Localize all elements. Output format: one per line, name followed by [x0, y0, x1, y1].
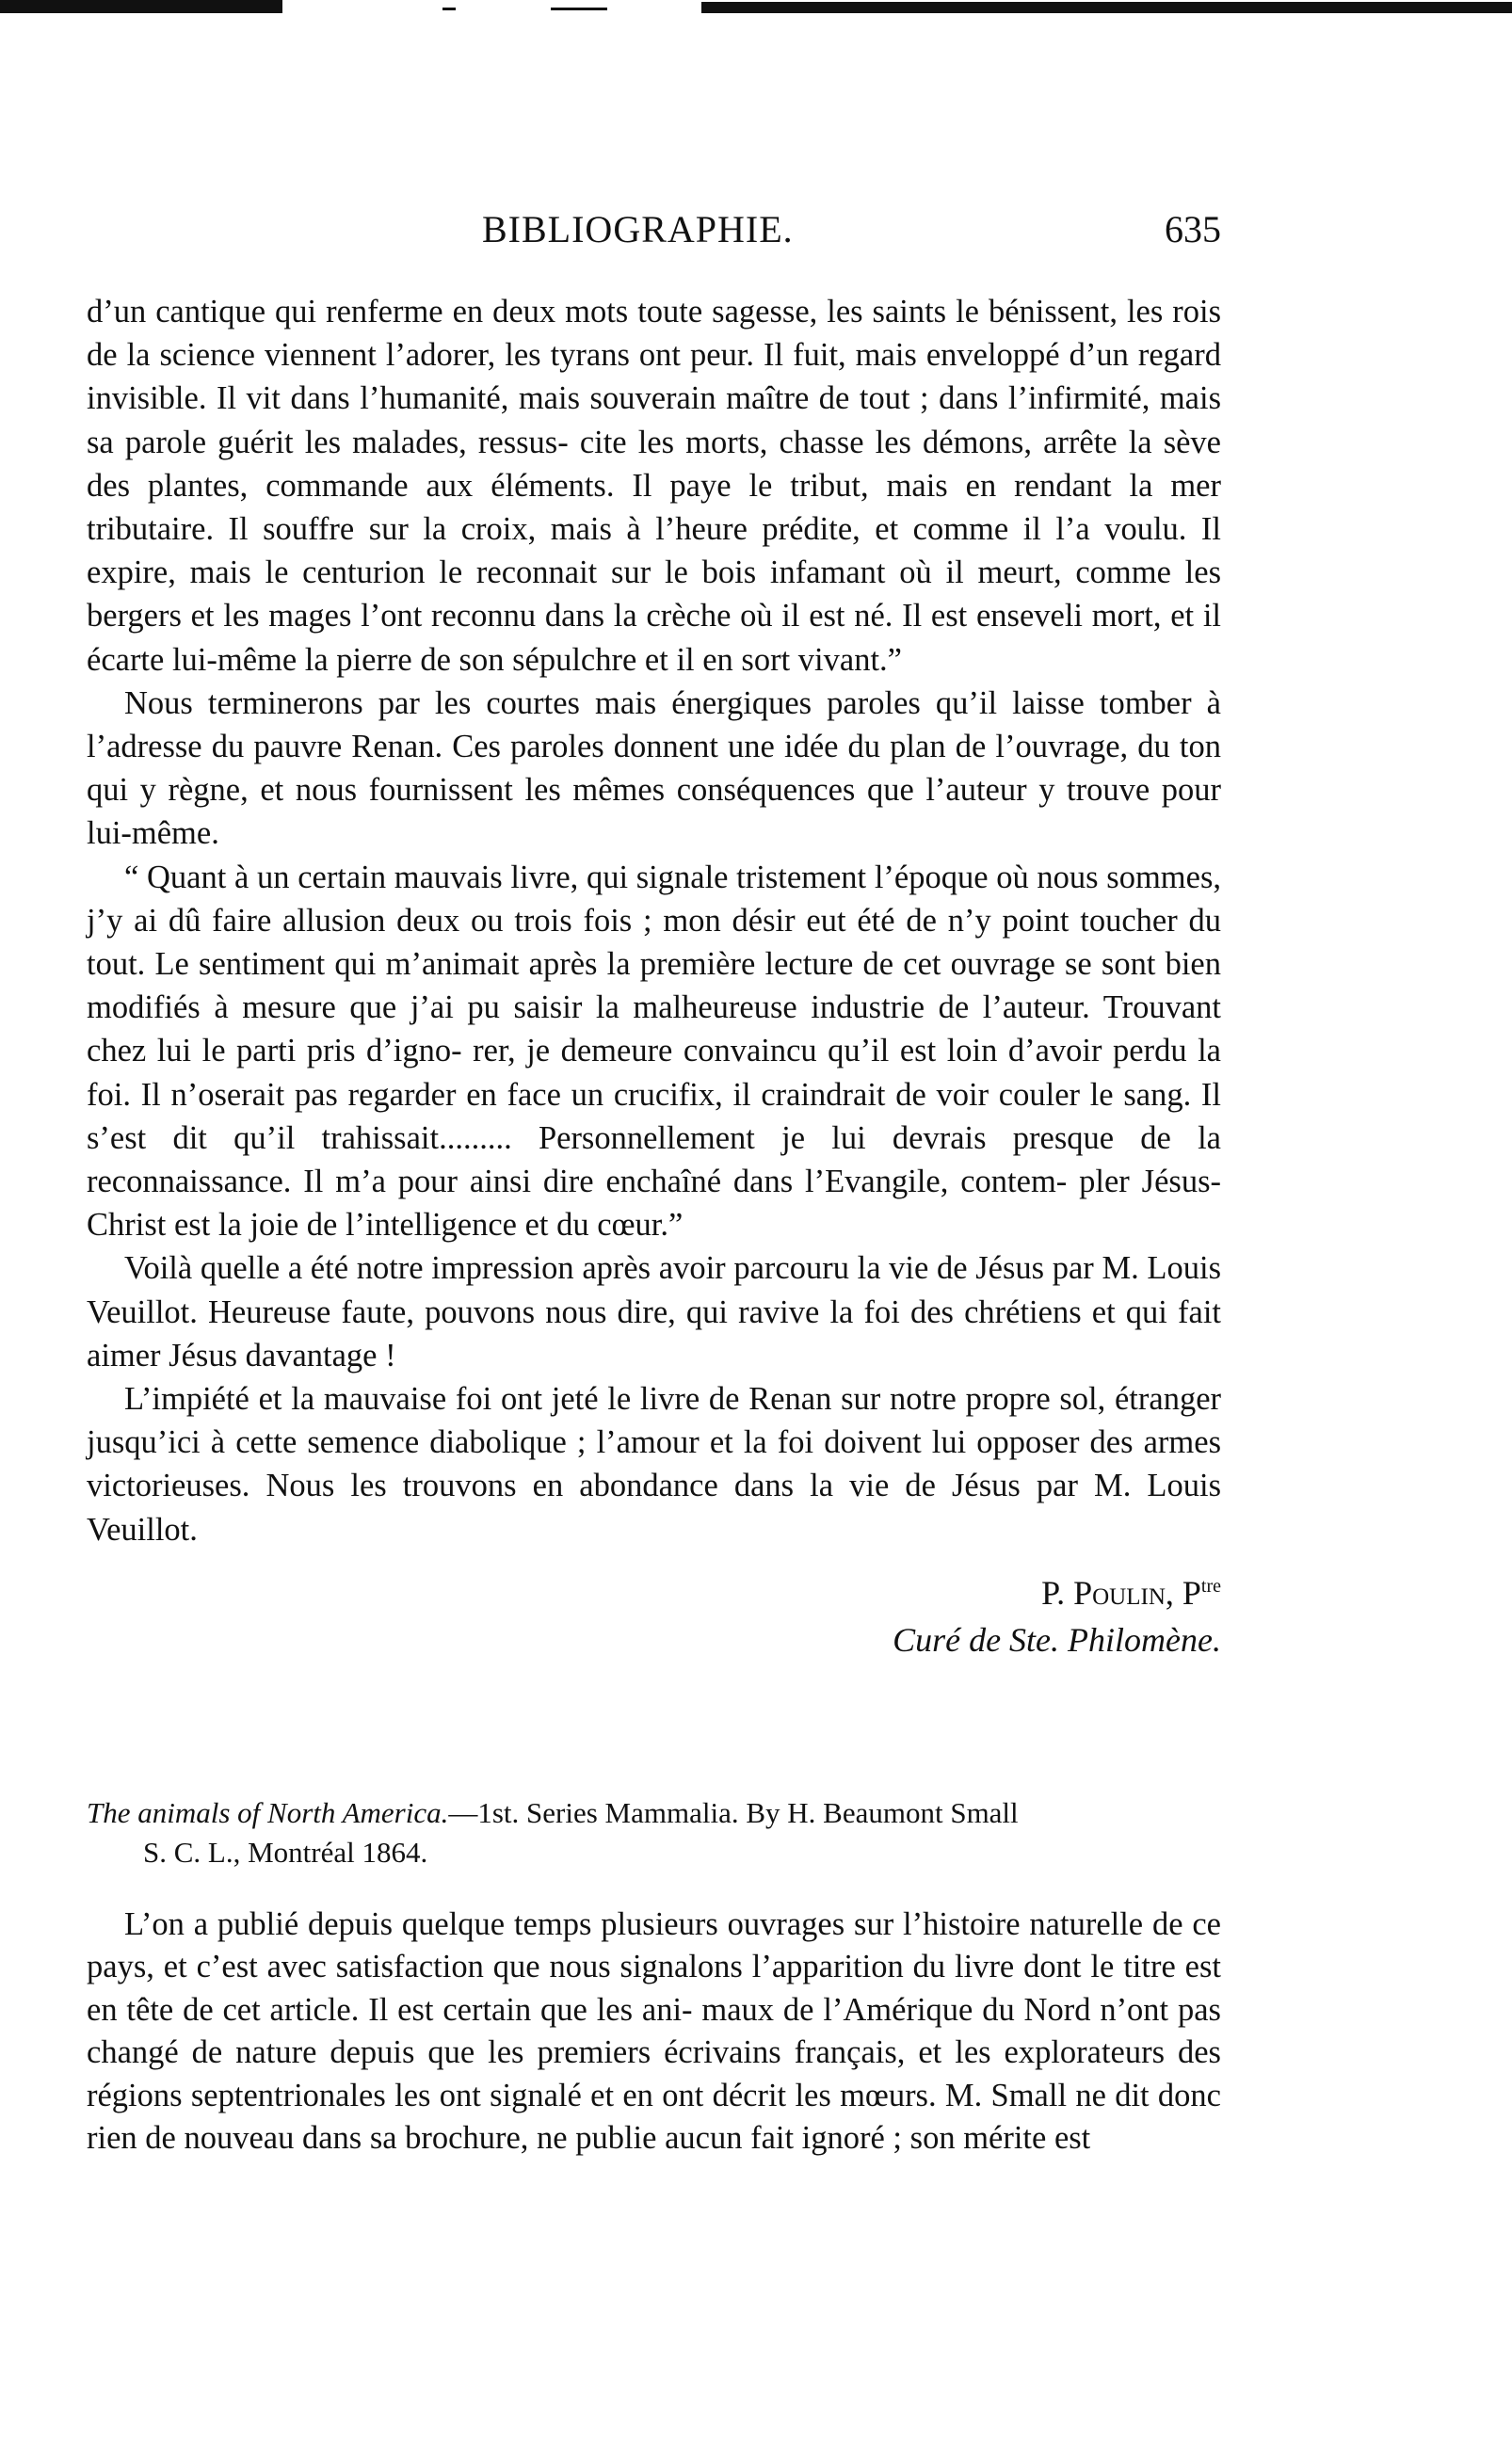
running-title: BIBLIOGRAPHIE. [482, 208, 794, 250]
page-number: 635 [1165, 208, 1221, 250]
paragraph: Nous terminerons par les courtes mais énergiques paroles qu’il laisse tomber à l’adresse du pauvre Renan. Ces paroles donnent une idée du plan de l’ouvrage, du ton qui y règne, et nous fournissent les mêmes conséquences que l’auteur y trouve pour lui-même. [87, 684, 1221, 852]
signature-title: Curé de Ste. Philomène. [893, 1620, 1221, 1659]
article-body [87, 290, 1221, 1666]
paragraph-continued: d’un cantique qui renferme en deux mots toute sagesse, les saints le bénissent, les rois de la science viennent l’adorer, les tyrans ont peur. Il fuit, mais enveloppé d’un regard invisible. Il vit dans l’humanité, mais souverain maître de tout ; dans l’infirmité, mais sa parole guérit les malades, ressus- cite les morts, chasse les démons, arrête la sève des plantes, commande aux éléments. Il paye le tribut, mais en rendant la mer tributaire. Il souffre sur la croix, mais à l’heure prédite, et comme il l’a voulu. Il expire, mais le centurion le reconnait sur le bois infamant où il meurt, comme les bergers et les mages l’ont reconnu dans la crèche où il est né. Il est enseveli mort, et il écarte lui-même la pierre de son sépulchre et il en sort vivant.” [87, 294, 1221, 678]
top-rule [0, 0, 282, 13]
top-rule-fragment [551, 8, 607, 10]
paragraph-quote: “ Quant à un certain mauvais livre, qui signale tristement l’époque où nous sommes, j’y ai dû faire allusion deux ou trois fois ; mon désir eut été de n’y point toucher du tout. Le sentiment qui m’animait après la première lecture de cet ouvrage se sont bien modifiés à mesure que j’ai pu saisir la malheureuse industrie de l’auteur. Trouvant chez lui le parti pris d’igno- rer, je demeure convaincu qu’il est loin d’avoir perdu la foi. Il n’oserait pas regarder en face un crucifix, il craindrait de voir couler le sang. Il s’est dit qu’il trahissait......... Personnellement je lui devrais presque de la reconnaissance. Il m’a pour ainsi dire enchaîné dans l’Evangile, contem- pler Jésus-Christ est la joie de l’intelligence et du cœur.” [87, 859, 1221, 1244]
signature-name: P. Poulin, $P^{tre}$ [1041, 1573, 1221, 1612]
review-paragraph: L’on a publié depuis quelque temps plusieurs ouvrages sur l’histoire naturelle de ce pays, et c’est avec satisfaction que nous signalons l’apparition du livre dont le titre est en tête de cet article. Il est certain que les ani- maux de l’Amérique du Nord n’ont pas changé de nature depuis que les premiers écrivains français, et les explorateurs des régions septentrionales les ont signalé et en ont décrit les mœurs. M. Small ne dit donc rien de nouveau dans sa brochure, ne publie aucun fait ignoré ; son mérite est [87, 1906, 1221, 2157]
review-body [87, 1904, 1221, 2160]
citation-line-1 [87, 1793, 1221, 1833]
page-header [87, 207, 1221, 264]
signature-block [87, 1563, 1221, 1666]
signature [750, 1563, 1221, 1663]
citation-line-2: S. C. L., Montréal 1864. [143, 1836, 428, 1869]
paragraph: L’impiété et la mauvaise foi ont jeté le livre de Renan sur notre propre sol, étranger jusqu’ici à cette semence diabolique ; l’amour et la foi doivent lui opposer des armes victorieuses. Nous les trouvons en abondance dans la vie de Jésus par M. Louis Veuillot. [87, 1381, 1221, 1548]
top-rule [701, 2, 1512, 13]
paragraph: Voilà quelle a été notre impression après avoir parcouru la vie de Jésus par M. Louis Veuillot. Heureuse faute, pouvons nous dire, qui ravive la foi des chrétiens et qui fait aimer Jésus davantage ! [87, 1250, 1221, 1374]
top-rule-fragment [442, 8, 456, 10]
book-citation [87, 1793, 1221, 1872]
citation-details: —1st. Series Mammalia. By H. Beaumont Small [448, 1796, 1019, 1829]
book-title: The animals of North America. [87, 1796, 449, 1829]
